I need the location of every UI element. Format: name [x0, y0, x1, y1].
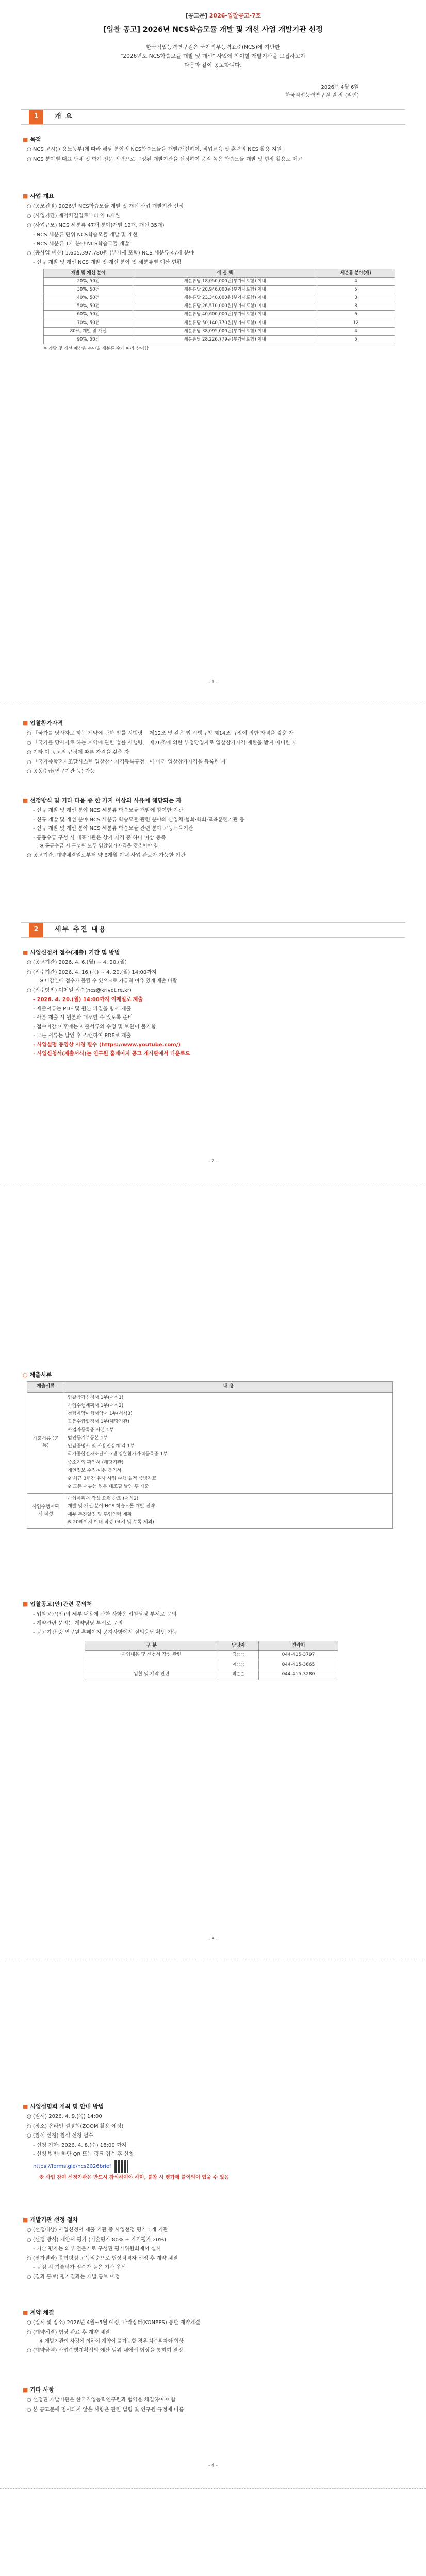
inquiry-item: 입찰공고(안)의 세부 내용에 관한 사항은 입찰담당 부서로 문의 [36, 1612, 177, 1618]
bullet-icon: ■ [23, 2309, 28, 2316]
subsection-title: 입찰공고(안)관련 문의처 [30, 1601, 92, 1607]
method-note: ※ 공동수급 시 구성원 모두 입찰참가자격을 갖추어야 함 [39, 843, 158, 850]
method-item: 공동수급 구성 시 대표기관은 상기 자격 중 하나 이상 충족 [36, 835, 166, 841]
contract-item: (계약금액) 사업수행계획서의 예산 범위 내에서 협상을 통하여 결정 [32, 2347, 183, 2353]
etc-item: 본 공고문에 명시되지 않은 사항은 관련 법령 및 연구원 규정에 따름 [32, 2406, 184, 2413]
table-cell: 20%, 50건 [44, 277, 133, 285]
section-title: 세부 추진 내용 [55, 925, 107, 934]
bullet-icon: ■ [23, 193, 28, 199]
intro-text [62, 43, 364, 70]
purpose-item: NCS 분야별 대표 단체 및 학계 전문 인력으로 구성된 개발기관을 선정하여 품질 높은 학습모듈 개발 및 현장 활용도 제고 [32, 156, 303, 162]
table-cell: 김○○ [218, 1651, 258, 1660]
table-header: 예 산 액 [133, 269, 317, 277]
table-cell: 사업내용 및 신청서 작성 관련 [85, 1651, 218, 1660]
table-cell: 4 [317, 277, 395, 285]
table-cell: 제출서류 (공통) [27, 1392, 64, 1493]
section-header-details [21, 922, 405, 938]
notice-tag-prefix: [공고문] [186, 12, 207, 19]
purpose-item: NCS 고시(고용노동부)에 따라 해당 분야의 NCS학습모듈을 개발/개선하여, 직업교육 및 훈련의 NCS 활용 지원 [32, 147, 282, 153]
eligibility-item: 기타 이 공고의 규정에 따른 자격을 갖춘 자 [32, 750, 129, 756]
page-number: - 1 - [208, 680, 218, 685]
table-cell: 5 [317, 335, 395, 344]
table-cell: 90%, 50건 [44, 335, 133, 344]
selection-item: (평가결과) 종합평점 고득점순으로 협상적격자 선정 후 계약 체결 [32, 2255, 178, 2261]
inquiry-block: ■ 입찰공고(안)관련 문의처 - 입찰공고(안)의 세부 내용에 관한 사항은 입찰담당 부서로 문의 - 계약관련 문의는 계약담당 부서로 문의 - 공고기간 중 연구원 홈페이지 공지사항에서 질의응답 확인 가능 구 분 담당자 연락처 사업내용 및 신청서 작성 관련 김○○ 044-415-3797 이○○ 044-415-3665 입찰 및 계약 관련 박○○ 044-415-3280 [23, 1600, 405, 1680]
table-cell: 세분류당 23,340,000원(부가세포함) 이내 [133, 294, 317, 302]
page-title: [입찰 공고] 2026년 NCS학습모듈 개발 및 개선 사업 개발기관 선정 [103, 26, 323, 34]
apply-item: (접수방법) 이메일 접수(ncs@krivet.re.kr) [32, 987, 132, 993]
table-cell: 입찰 및 계약 관련 [85, 1670, 218, 1680]
table-cell: 박○○ [218, 1670, 258, 1680]
selection-item: (선정 방식) 제안서 평가 (기술평가 80% + 가격평가 20%) [32, 2236, 166, 2243]
notice-tag [186, 11, 261, 20]
bullet-icon: ■ [23, 136, 28, 143]
table-row [44, 294, 395, 302]
eligibility-item: 「국가를 당사자로 하는 계약에 관한 법률 시행령」 제76조에 의한 부정당업자로 입찰참가자격 제한을 받지 아니한 자 [32, 740, 297, 746]
application-block: ■ 사업신청서 접수(제출) 기간 및 방법 ○ (공고기간) 2026. 4. 6.(월) ~ 4. 20.(월) ○ (접수기간) 2026. 4. 16.(목) ~ 4. 20.(월) 14:00까지 ※ 마감일에 접수가 몰릴 수 있으므로 가급적 여유 있게 제출 바람 ○ (접수방법) 이메일 접수(ncs@krivet.re.kr) - 2026. 4. 20.(월) 14:00까지 이메일로 제출 - 제출서류는 PDF 및 원본 파일을 함께 제출 - 사본 제출 시 원본과 대조할 수 있도록 준비 - 접수마감 이후에는 제출서류의 수정 및 보완이 불가함 - 모든 서류는 날인 후 스캔하여 PDF로 제출 - 사업설명 동영상 시청 필수 (https://www.youtube.com/) - 사업신청서(제출서식)는 연구원 홈페이지 공고 게시판에서 다운로드 [23, 948, 405, 1059]
budget-note: - 신규 개발 및 개선 NCS 개발 및 개선 분야 및 세분류별 예산 현황 [33, 260, 182, 266]
table-cell: 세분류당 18,050,000원(부가세포함) 이내 [133, 277, 317, 285]
overview-item: (총사업 예산) 1,605,397,780원 (부가세 포함) NCS 세분류 47개 분야 [32, 250, 194, 256]
apply-item: (공고기간) 2026. 4. 6.(월) ~ 4. 20.(월) [32, 960, 127, 966]
table-cell: 12 [317, 319, 395, 327]
table-row [27, 1493, 393, 1528]
table-row [44, 285, 395, 294]
subsection-title: 계약 체결 [30, 2309, 54, 2316]
table-row [85, 1670, 338, 1680]
intro-line: 한국직업능력연구원은 국가직무능력표준(NCS)에 기반한 [146, 44, 280, 50]
table-cell: 세분류당 28,226,779원(부가세포함) 이내 [133, 335, 317, 344]
eligibility-item: 공동수급(연구기관 등) 가능 [32, 769, 95, 775]
table-row [85, 1660, 338, 1670]
section-header-overview [21, 109, 405, 125]
table-header: 내 용 [64, 1382, 393, 1393]
table-cell: 30%, 50건 [44, 285, 133, 294]
method-block: ■ 선정방식 및 기타 다음 중 한 가지 이상의 사유에 해당되는 자 - 신규 개발 및 개선 분야 NCS 세분류 학습모듈 개발에 참여한 기관 - 신규 개발 및 개선 분야 NCS 세분류 학습모듈 관련 분야의 산업체·협회·학회·교육훈련기관 등 - 신규 개발 및 개선 분야 NCS 세분류 학습모듈 관련 분야 고등교육기관 - 공동수급 구성 시 대표기관은 상기 자격 중 하나 이상 충족 ※ 공동수급 시 구성원 모두 입찰참가자격을 갖추어야 함 ○ 공고기간, 계약체결일로부터 약 6개월 이내 사업 완료가 가능한 기관 [23, 796, 405, 861]
qr-code-icon[interactable] [114, 2160, 128, 2173]
selection-item: 기술 평가는 외부 전문가로 구성된 평가위원회에서 실시 [36, 2246, 161, 2252]
documents-table [27, 1381, 393, 1529]
subsection-title: 입찰참가자격 [30, 720, 63, 726]
subsection-title: 사업 개요 [30, 193, 54, 199]
briefing-warning: ※ 사업 참여 신청기관은 반드시 참석하여야 하며, 불참 시 평가에 불이익이 있을 수 있음 [39, 2174, 229, 2180]
bullet-icon: ■ [23, 1601, 28, 1607]
overview-block: ■ 사업 개요 ○ (공모건명) 2026년 NCS학습모듈 개발 및 개선 사업 개발기관 선정 ○ (사업기간) 계약체결일로부터 약 6개월 ○ (사업규모) NCS 세분류 47개 분야(개발 12개, 개선 35개) - NCS 세분류 단위 NCS학습모듈 개발 및 개선 - NCS 세분류 1개 분야 NCS학습모듈 개발 ○ (총사업 예산) 1,605,397,780원 (부가세 포함) NCS 세분류 47개 분야 - 신규 개발 및 개선 NCS 개발 및 개선 분야 및 세분류별 예산 현황 개발 및 개선 분야 예 산 액 세분류 분야(개) 20%, 50건 세분류당 18,050,000원(부가세포함) 이내 4 30%, 50건 세분류당 20,946,000원(부가세포함) 이내 5 40%, 50건 세분류당 23,340,000원(부가세포함) 이내 3 50%, 50건 세분류당 26,510,000원(부가세포함) 이내 8 60%, 50건 세분류당 40,600,000원(부가세포함) 이내 6 70%, 50건 세분류당 50,140,770원(부가세포함) 이내 12 80%, 개발 및 개선 세분류당 38,095,000원(부가세포함) 이내 4 90%, 50건 세분류당 28,226,779원(부가세포함) 이내 5 ※ 개발 및 개선 예산은 분야별 세분류 수에 따라 상이함 [23, 192, 405, 352]
contact-table [85, 1641, 338, 1681]
apply-item: 제출서류는 PDF 및 원본 파일을 함께 제출 [36, 1006, 132, 1012]
table-cell: 80%, 개발 및 개선 [44, 327, 133, 335]
table-cell: 세분류당 50,140,770원(부가세포함) 이내 [133, 319, 317, 327]
subsection-title: 제출서류 [29, 1371, 52, 1378]
table-cell: 세분류당 38,095,000원(부가세포함) 이내 [133, 327, 317, 335]
table-cell: 8 [317, 302, 395, 311]
table-header: 구 분 [85, 1641, 218, 1651]
table-header: 담당자 [218, 1641, 258, 1651]
overview-item: (공모건명) 2026년 NCS학습모듈 개발 및 개선 사업 개발기관 선정 [32, 204, 184, 210]
method-item: 신규 개발 및 개선 분야 NCS 세분류 학습모듈 개발에 참여한 기관 [36, 808, 184, 814]
bullet-icon: ■ [23, 2103, 28, 2110]
inquiry-item: 공고기간 중 연구원 홈페이지 공지사항에서 질의응답 확인 가능 [36, 1630, 178, 1636]
contract-note: ※ 개발기관의 사정에 의하여 계약이 불가능할 경우 차순위자와 협상 [39, 2338, 184, 2345]
table-cell: 사업수행계획서 작성 [27, 1493, 64, 1528]
contract-block: ■ 계약 체결 ○ (일시 및 장소) 2026년 4월~5월 예정, 나라장터(KONEPS) 통한 계약체결 ○ (계약체결) 협상 완료 후 계약 체결 ※ 개발기관의 사정에 의하여 계약이 불가능할 경우 차순위자와 협상 ○ (계약금액) 사업수행계획서의 예산 범위 내에서 협상을 통하여 결정 [23, 2308, 405, 2356]
table-header: 제출서류 [27, 1382, 64, 1393]
selection-item: (결과 통보) 평가결과는 개별 통보 예정 [32, 2274, 120, 2280]
table-cell: 044-415-3665 [258, 1660, 338, 1670]
method-item: 신규 개발 및 개선 분야 NCS 세분류 학습모듈 관련 분야의 산업체·협회·학회·교육훈련기관 등 [36, 817, 245, 823]
table-cell: 3 [317, 294, 395, 302]
table-header: 세분류 분야(개) [317, 269, 395, 277]
purpose-block: ■ 목적 ○ NCS 고시(고용노동부)에 따라 해당 분야의 NCS학습모듈을 개발/개선하여, 직업교육 및 훈련의 NCS 활용 지원 ○ NCS 분야별 대표 단체 및 학계 전문 인력으로 구성된 개발기관을 선정하여 품질 높은 학습모듈 개발 및 현장 활용도 제고 [23, 136, 303, 162]
notice-date: 2026년 4월 6일 [321, 84, 359, 90]
overview-item: NCS 세분류 단위 NCS학습모듈 개발 및 개선 [36, 232, 138, 238]
page-number: - 2 - [208, 1159, 218, 1164]
contract-item: (일시 및 장소) 2026년 4월~5월 예정, 나라장터(KONEPS) 통한 계약체결 [32, 2320, 200, 2326]
contract-item: (계약체결) 협상 완료 후 계약 체결 [32, 2329, 110, 2335]
table-cell: 044-415-3280 [258, 1670, 338, 1680]
table-cell: 044-415-3797 [258, 1651, 338, 1660]
table-header: 연락처 [258, 1641, 338, 1651]
table-row [44, 311, 395, 319]
table-cell: 세분류당 40,600,000원(부가세포함) 이내 [133, 311, 317, 319]
table-row [44, 335, 395, 344]
section-number: 2 [29, 923, 43, 937]
apply-item: 사업신청서(제출서식)는 연구원 홈페이지 공고 게시판에서 다운로드 [37, 1051, 190, 1057]
notice-number: 2026-입찰공고-7호 [209, 12, 261, 19]
table-cell: 40%, 50건 [44, 294, 133, 302]
etc-block: ■ 기타 사항 ○ 선정된 개발기관은 한국직업능력연구원과 협약을 체결하여야 함 ○ 본 공고문에 명시되지 않은 사항은 관련 법령 및 연구원 규정에 따름 [23, 2386, 184, 2413]
bullet-icon: ○ [23, 1371, 28, 1378]
table-cell: 70%, 50건 [44, 319, 133, 327]
table-row [44, 277, 395, 285]
subsection-title: 사업설명회 개최 및 안내 방법 [30, 2103, 104, 2110]
table-header: 개발 및 개선 분야 [44, 269, 133, 277]
overview-item: (사업규모) NCS 세분류 47개 분야(개발 12개, 개선 35개) [32, 223, 165, 229]
bullet-icon: ■ [23, 720, 28, 726]
table-row [44, 327, 395, 335]
briefing-item: 신청 방법: 하단 QR 또는 링크 접속 후 신청 [36, 2151, 134, 2158]
subsection-title: 목적 [30, 136, 41, 143]
section-title: 개 요 [55, 112, 73, 121]
subsection-title: 사업신청서 접수(제출) 기간 및 방법 [30, 949, 120, 956]
intro-line: "2026년도 NCS학습모듈 개발 및 개선" 사업에 참여할 개발기관을 모집하고자 [120, 53, 306, 60]
overview-item: (사업기간) 계약체결일로부터 약 6개월 [32, 213, 120, 219]
signer: 한국직업능력연구원 원 장 (직인) [285, 92, 359, 98]
budget-table-wrap [43, 269, 395, 353]
section-number: 1 [29, 110, 43, 124]
page-break [0, 2488, 426, 2489]
method-item: 공고기간, 계약체결일로부터 약 6개월 이내 사업 완료가 가능한 기관 [32, 852, 186, 858]
apply-note: ※ 마감일에 접수가 몰릴 수 있으므로 가급적 여유 있게 제출 바람 [39, 978, 177, 985]
briefing-link[interactable]: https://forms.gle/ncs2026brief [33, 2163, 111, 2170]
documents-block [23, 1370, 405, 1529]
subsection-title: 개발기관 선정 절차 [30, 2216, 78, 2223]
bullet-icon: ■ [23, 2386, 28, 2393]
budget-table [43, 269, 395, 345]
table-cell: 세분류당 26,510,000원(부가세포함) 이내 [133, 302, 317, 311]
table-cell: 4 [317, 327, 395, 335]
page-number: - 4 - [208, 2463, 218, 2468]
table-row [44, 302, 395, 311]
eligibility-block: ■ 입찰참가자격 ○ 「국가를 당사자로 하는 계약에 관한 법률 시행령」 제12조 및 같은 법 시행규칙 제14조 규정에 의한 자격을 갖춘 자 ○ 「국가를 당사자로 하는 계약에 관한 법률 시행령」 제76조에 의한 부정당업자로 입찰참가자격 제한을 받지 아니한 자 ○ 기타 이 공고의 규정에 따른 자격을 갖춘 자 ○ 「국가종합전자조달시스템 입찰참가자격등록규정」에 따라 입찰참가자격을 등록한 자 ○ 공동수급(연구기관 등) 가능 [23, 720, 297, 775]
apply-item: 접수마감 이후에는 제출서류의 수정 및 보완이 불가함 [36, 1024, 156, 1030]
briefing-item: 신청 기한: 2026. 4. 8.(수) 18:00 까지 [36, 2142, 127, 2148]
table-cell: 이○○ [218, 1660, 258, 1670]
inquiry-item: 계약관련 문의는 계약담당 부서로 문의 [36, 1620, 123, 1626]
apply-item: 사본 제출 시 원본과 대조할 수 있도록 준비 [36, 1015, 133, 1021]
table-cell: 5 [317, 285, 395, 294]
table-row [27, 1392, 393, 1493]
table-cell: 60%, 50건 [44, 311, 133, 319]
signature-block [285, 83, 359, 99]
apply-item: 사업설명 동영상 시청 필수 (https://www.youtube.com/) [37, 1042, 181, 1048]
selection-block: ■ 개발기관 선정 절차 ○ (선정대상) 사업신청서 제출 기관 중 사업선정 평가 1개 기관 ○ (선정 방식) 제안서 평가 (기술평가 80% + 가격평가 20%) - 기술 평가는 외부 전문가로 구성된 평가위원회에서 실시 ○ (평가결과) 종합평점 고득점순으로 협상적격자 선정 후 계약 체결 - 동점 시 기술평가 점수가 높은 기관 우선 ○ (결과 통보) 평가결과는 개별 통보 예정 [23, 2216, 178, 2280]
table-cell: 6 [317, 311, 395, 319]
briefing-item: (일시) 2026. 4. 9.(목) 14:00 [32, 2114, 102, 2120]
apply-deadline: 2026. 4. 20.(월) 14:00까지 이메일로 제출 [37, 997, 143, 1003]
selection-item: (선정대상) 사업신청서 제출 기관 중 사업선정 평가 1개 기관 [32, 2227, 168, 2233]
briefing-item: (장소) 온라인 설명회(ZOOM 활용 예정) [32, 2123, 124, 2129]
budget-footnote: ※ 개발 및 개선 예산은 분야별 세분류 수에 따라 상이함 [43, 346, 149, 352]
table-cell: 사업계획서 작성 요령 참조 (서식2) 개발 및 개선 분야 NCS 학습모듈 개발 전략 세부 추진일정 및 투입인력 계획 ※ 20페이지 이내 작성 (표지 및 부록 제외) [64, 1493, 393, 1528]
overview-item: NCS 세분류 1개 분야 NCS학습모듈 개발 [36, 241, 129, 247]
subsection-title: 기타 사항 [30, 2386, 54, 2393]
apply-item: (접수기간) 2026. 4. 16.(목) ~ 4. 20.(월) 14:00까지 [32, 969, 157, 975]
briefing-item: (참석 신청) 참석 신청 필수 [32, 2133, 94, 2139]
page-number: - 3 - [208, 1937, 218, 1942]
table-cell [85, 1660, 218, 1670]
eligibility-item: 「국가종합전자조달시스템 입찰참가자격등록규정」에 따라 입찰참가자격을 등록한 자 [32, 759, 226, 765]
etc-item: 선정된 개발기관은 한국직업능력연구원과 협약을 체결하여야 함 [32, 2397, 176, 2403]
bullet-icon: ■ [23, 949, 28, 956]
apply-item: 모든 서류는 날인 후 스캔하여 PDF로 제출 [36, 1033, 132, 1039]
table-cell: 세분류당 20,946,000원(부가세포함) 이내 [133, 285, 317, 294]
briefing-block: ■ 사업설명회 개최 및 안내 방법 ○ (일시) 2026. 4. 9.(목) 14:00 ○ (장소) 온라인 설명회(ZOOM 활용 예정) ○ (참석 신청) 참석 신청 필수 - 신청 기한: 2026. 4. 8.(수) 18:00 까지 - 신청 방법: 하단 QR 또는 링크 접속 후 신청 https://forms.gle/ncs2026brief ※ 사업 참여 신청기관은 반드시 참석하여야 하며, 불참 시 평가에 불이익이 있을 수 있음 [23, 2102, 405, 2182]
intro-line: 다음과 같이 공고합니다. [184, 62, 242, 69]
table-cell: 50%, 50건 [44, 302, 133, 311]
bullet-icon: ■ [23, 797, 28, 804]
method-item: 신규 개발 및 개선 분야 NCS 세분류 학습모듈 관련 분야 고등교육기관 [36, 826, 193, 832]
bullet-icon: ■ [23, 2216, 28, 2223]
table-row [44, 319, 395, 327]
selection-item: 동점 시 기술평가 점수가 높은 기관 우선 [36, 2265, 126, 2271]
eligibility-item: 「국가를 당사자로 하는 계약에 관한 법률 시행령」 제12조 및 같은 법 시행규칙 제14조 규정에 의한 자격을 갖춘 자 [32, 731, 294, 737]
table-cell: 입찰참가신청서 1부(서식1) 사업수행계획서 1부(서식2) 청렴계약이행서약서 1부(서식3) 공동수급협정서 1부(해당기관) 사업자등록증 사본 1부 법인등기부등본 1부 인감증명서 및 사용인감계 각 1부 국가종합전자조달시스템 입찰참가자격등록증 1부 중소기업 확인서 (해당기관) 개인정보 수집·이용 동의서 ※ 최근 3년간 유사 사업 수행 실적 증빙자료 ※ 모든 서류는 원본 대조필 날인 후 제출 [64, 1392, 393, 1493]
subsection-title: 선정방식 및 기타 다음 중 한 가지 이상의 사유에 해당되는 자 [30, 797, 182, 804]
table-row [85, 1651, 338, 1660]
